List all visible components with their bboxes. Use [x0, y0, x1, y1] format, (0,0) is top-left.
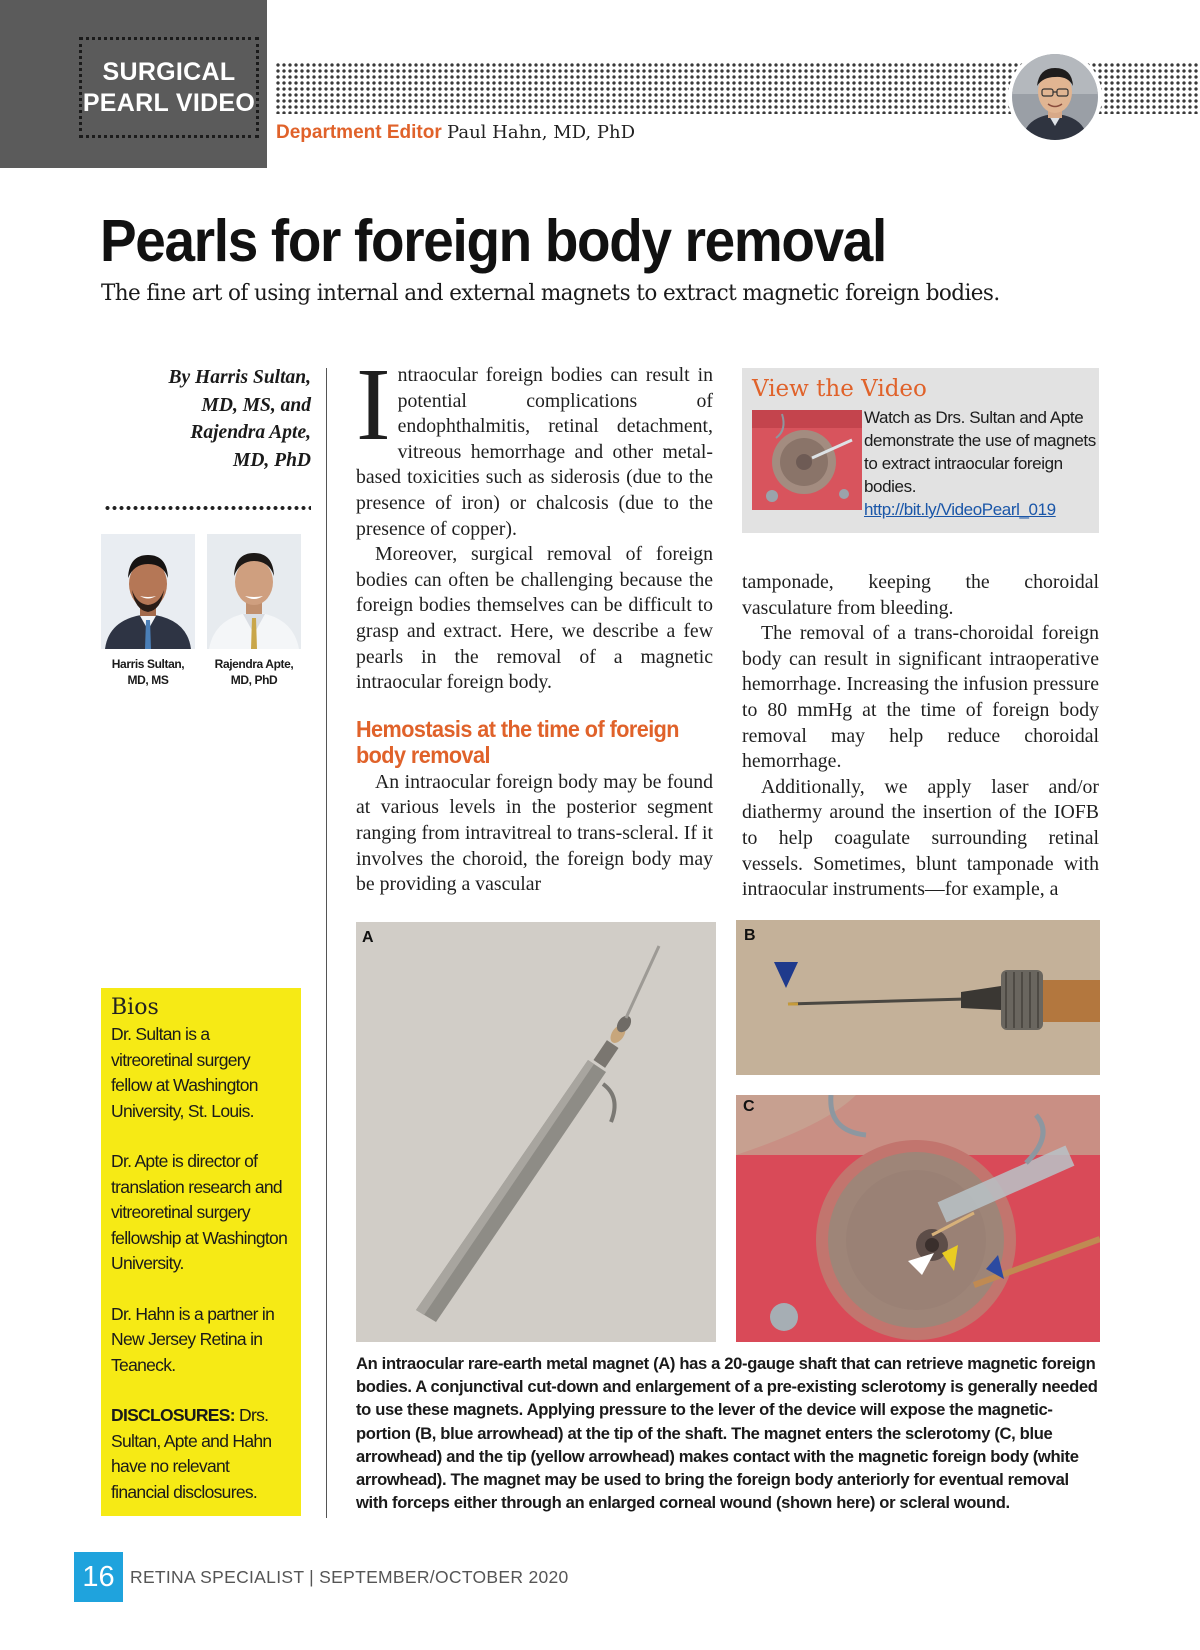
section-label-line2: PEARL VIDEO	[82, 88, 256, 117]
section-label	[83, 57, 255, 119]
byline-divider	[104, 505, 311, 511]
bio-apte: Dr. Apte is director of translation research and vitreoretinal surgery fellowship at Washington University.	[111, 1151, 288, 1273]
byline-line-3: Rajendra Apte,	[190, 422, 311, 443]
department-editor-line	[276, 122, 635, 144]
author-caption-apte	[199, 656, 309, 688]
author-photo-sultan	[101, 534, 195, 649]
byline-line-2: MD, MS, and	[201, 394, 311, 416]
disclosures-text: Drs. Sultan, Apte and Hahn have no relevant financial disclosures.	[111, 1405, 272, 1502]
author-name-apte: Rajendra Apte,	[214, 657, 294, 671]
body-column-middle	[356, 347, 713, 898]
publication-info: RETINA SPECIALIST | SEPTEMBER/OCTOBER 2020	[130, 1567, 569, 1587]
column-divider	[326, 368, 327, 1518]
figure-c-surgical-image	[736, 1095, 1100, 1342]
figure-label-c: C	[743, 1098, 755, 1115]
video-description	[864, 406, 1096, 521]
bio-hahn: Dr. Hahn is a partner in New Jersey Retina in Teaneck.	[111, 1303, 275, 1375]
paragraph-moreover: Moreover, surgical removal of foreign bodies can often be challenging because the foreign bodies themselves can be difficult to grasp and extract. Here, we describe a few pearls in the removal of a magnetic intraocular foreign body.	[356, 543, 713, 694]
section-tab	[0, 0, 267, 168]
byline	[110, 364, 311, 474]
video-description-text: Watch as Drs. Sultan and Apte demonstrate the use of magnets to extract intraocular foreign bodies.	[864, 408, 1096, 496]
figure-b-magnet-tip-image	[736, 920, 1100, 1075]
video-callout	[742, 368, 1099, 533]
paragraph-intro	[356, 347, 713, 542]
figure-a-magnet-image	[356, 922, 716, 1342]
author-degree-sultan: MD, MS	[127, 673, 169, 687]
figure-label-a: A	[362, 929, 374, 946]
department-editor-name: Paul Hahn, MD, PhD	[447, 122, 635, 143]
author-caption-sultan	[93, 656, 203, 688]
paragraph-levels: An intraocular foreign body may be found at various levels in the posterior segment ranging from intravitreal to trans-scleral. If it involves the choroid, the foreign body may be providing a vascular	[356, 770, 713, 896]
bios-title: Bios	[111, 995, 159, 1020]
author-name-sultan: Harris Sultan,	[111, 657, 185, 671]
editor-photo-frame	[1008, 50, 1102, 144]
paragraph-additionally: Additionally, we apply laser and/or diathermy around the insertion of the IOFB to help coagulate surrounding retinal vessels. Sometimes, blunt tamponade with intraocular instruments—for example, a	[742, 775, 1099, 901]
paragraph-tamponade-cont: tamponade, keeping the choroidal vasculature from bleeding.	[742, 571, 1099, 619]
body-column-right	[742, 570, 1099, 903]
department-editor-label: Department Editor	[276, 122, 442, 143]
section-tab-frame	[79, 37, 259, 138]
figure-caption: An intraocular rare-earth metal magnet (A) has a 20-gauge shaft that can retrieve magnetic foreign bodies. A conjunctival cut-down and enlargement of a pre-existing sclerotomy is generally needed to use these magnets. Applying pressure to the lever of the device will expose the magnetic-portion (B, blue arrowhead) at the tip of the shaft. The magnet enters the sclerotomy (C, blue arrowhead) and the tip (yellow arrowhead) makes contact with the magnetic foreign body (white arrowhead). The magnet may be used to bring the foreign body anteriorly for eventual removal with forceps either through an enlarged corneal wound (shown here) or scleral wound.	[356, 1354, 1098, 1513]
article-subtitle: The fine art of using internal and external magnets to extract magnetic foreign bodies.	[101, 280, 1000, 306]
disclosures-label: DISCLOSURES:	[111, 1405, 235, 1425]
author-photo-apte	[207, 534, 301, 649]
video-title: View the Video	[752, 376, 927, 402]
byline-line-1: By Harris Sultan,	[168, 367, 311, 388]
section-heading-hemostasis: Hemostasis at the time of foreign body removal	[356, 715, 679, 768]
author-degree-apte: MD, PhD	[230, 673, 278, 687]
bio-sultan: Dr. Sultan is a vitreoretinal surgery fellow at Washington University, St. Louis.	[111, 1024, 258, 1121]
section-label-line1: SURGICAL	[102, 57, 236, 86]
figure-label-b: B	[744, 927, 756, 944]
byline-line-4: MD, PhD	[232, 449, 311, 471]
editor-photo	[1012, 54, 1098, 140]
page-number: 16	[74, 1552, 123, 1602]
disclosures	[111, 1403, 291, 1505]
drop-cap: I	[356, 347, 391, 462]
paragraph-trans-choroidal: The removal of a trans-choroidal foreign body can result in significant intraoperative hemorrhage. Increasing the infusion pressure to 80 mmHg at the time of foreign body removal may help reduce choroidal hemorrhage.	[742, 622, 1099, 773]
bios-box	[101, 988, 301, 1516]
article-title: Pearls for foreign body removal	[100, 208, 886, 274]
video-link[interactable]: http://bit.ly/VideoPearl_019	[864, 500, 1056, 519]
paragraph-intro-text: ntraocular foreign bodies can result in potential complications of endophthalmitis, retinal detachment, vitreous hemorrhage and other metal-based toxicities such as siderosis (due to the presence of iron) or chalcosis (due to the presence of copper).	[356, 364, 713, 540]
video-thumbnail[interactable]	[752, 410, 862, 510]
